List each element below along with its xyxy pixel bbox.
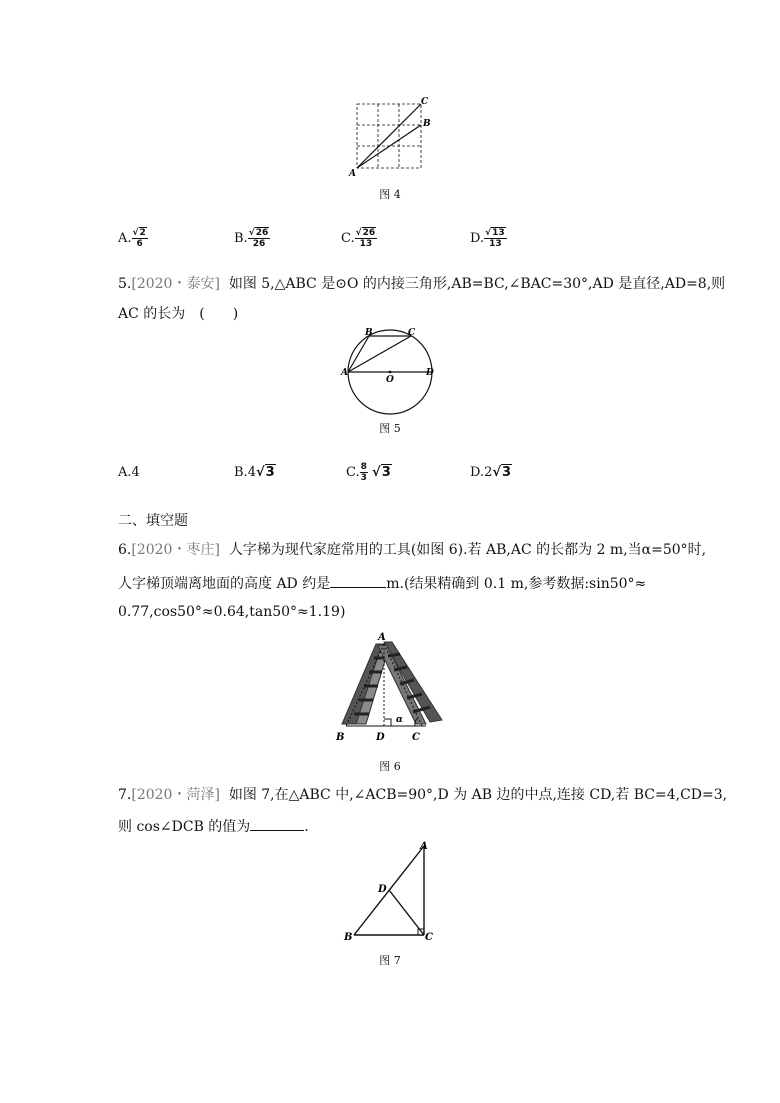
- label-o: O: [386, 375, 394, 385]
- label-b: B: [365, 328, 373, 338]
- figure-6-caption: 图 6: [379, 760, 401, 773]
- label-b: B: [423, 119, 431, 129]
- label-d: D: [426, 368, 434, 378]
- q6-source: [2020・枣庄]: [131, 542, 220, 558]
- label-b: B: [336, 732, 345, 743]
- label-d: D: [378, 884, 387, 895]
- label-c: C: [408, 328, 416, 338]
- label-c: C: [425, 932, 433, 943]
- section-title: 二、填空题: [118, 513, 188, 529]
- q4-option-b[interactable]: B. $\frac{√26}{26}$: [234, 228, 269, 249]
- q4-option-c[interactable]: C. $\frac{√26}{13}$: [341, 228, 376, 249]
- q7-source: [2020・菏泽]: [131, 787, 220, 803]
- q5-option-d[interactable]: D.2√3: [470, 465, 512, 480]
- label-alpha: α: [396, 715, 403, 725]
- label-c: C: [421, 97, 429, 107]
- label-a: A: [341, 368, 348, 378]
- q5-option-c[interactable]: C. $\frac{8}{3}$ √3: [346, 462, 391, 483]
- q6-line-1: [118, 540, 706, 560]
- figure-4-caption: 图 4: [379, 188, 401, 201]
- q4-option-d[interactable]: D. $\frac{√13}{13}$: [470, 228, 505, 249]
- q4-option-a[interactable]: A. $\frac{√2}{6}$: [118, 228, 146, 249]
- q5-number: 5.: [118, 276, 132, 292]
- label-a: A: [378, 632, 386, 643]
- q7-text-1: 如图 7,在△ABC 中,∠ACB=90°,D 为 AB 边的中点,连接 CD,若 BC=4,CD=3,: [228, 787, 728, 803]
- figure-4-grid: [345, 92, 435, 182]
- label-b: B: [344, 932, 353, 943]
- figure-5-caption: 图 5: [379, 422, 401, 435]
- q7-line-2: 则 cos∠DCB 的值为 .: [118, 816, 309, 837]
- label-a: A: [349, 169, 356, 179]
- label-d: D: [376, 732, 385, 743]
- q5-option-a[interactable]: A.4: [118, 465, 140, 480]
- answer-blank[interactable]: [330, 573, 386, 588]
- q5-line-2: AC 的长为 ( ): [118, 306, 239, 322]
- q6-text-1: 人字梯为现代家庭常用的工具(如图 6).若 AB,AC 的长都为 2 m,当α=50°时,: [228, 542, 707, 558]
- q6-number: 6.: [118, 542, 132, 558]
- q7-number: 7.: [118, 787, 132, 803]
- q6-line-2: 人字梯顶端离地面的高度 AD 约是 m.(结果精确到 0.1 m,参考数据:sin50°≈: [118, 573, 646, 594]
- figure-6-ladder: [330, 628, 448, 746]
- figure-5-circle: [338, 326, 444, 420]
- label-c: C: [412, 732, 420, 743]
- q6-line-3: 0.77,cos50°≈0.64,tan50°≈1.19): [118, 604, 346, 620]
- figure-7-caption: 图 7: [379, 954, 401, 967]
- q5-source: [2020・泰安]: [131, 276, 220, 292]
- q5-text-1: 如图 5,△ABC 是⊙O 的内接三角形,AB=BC,∠BAC=30°,AD 是直径,AD=8,则: [228, 276, 726, 292]
- q5-option-b[interactable]: B.4√3: [234, 465, 275, 480]
- label-a: A: [420, 841, 428, 852]
- q7-line-1: [118, 785, 727, 805]
- answer-blank[interactable]: [250, 816, 304, 831]
- q5-line-1: [118, 274, 725, 294]
- figure-7-triangle: [336, 838, 440, 944]
